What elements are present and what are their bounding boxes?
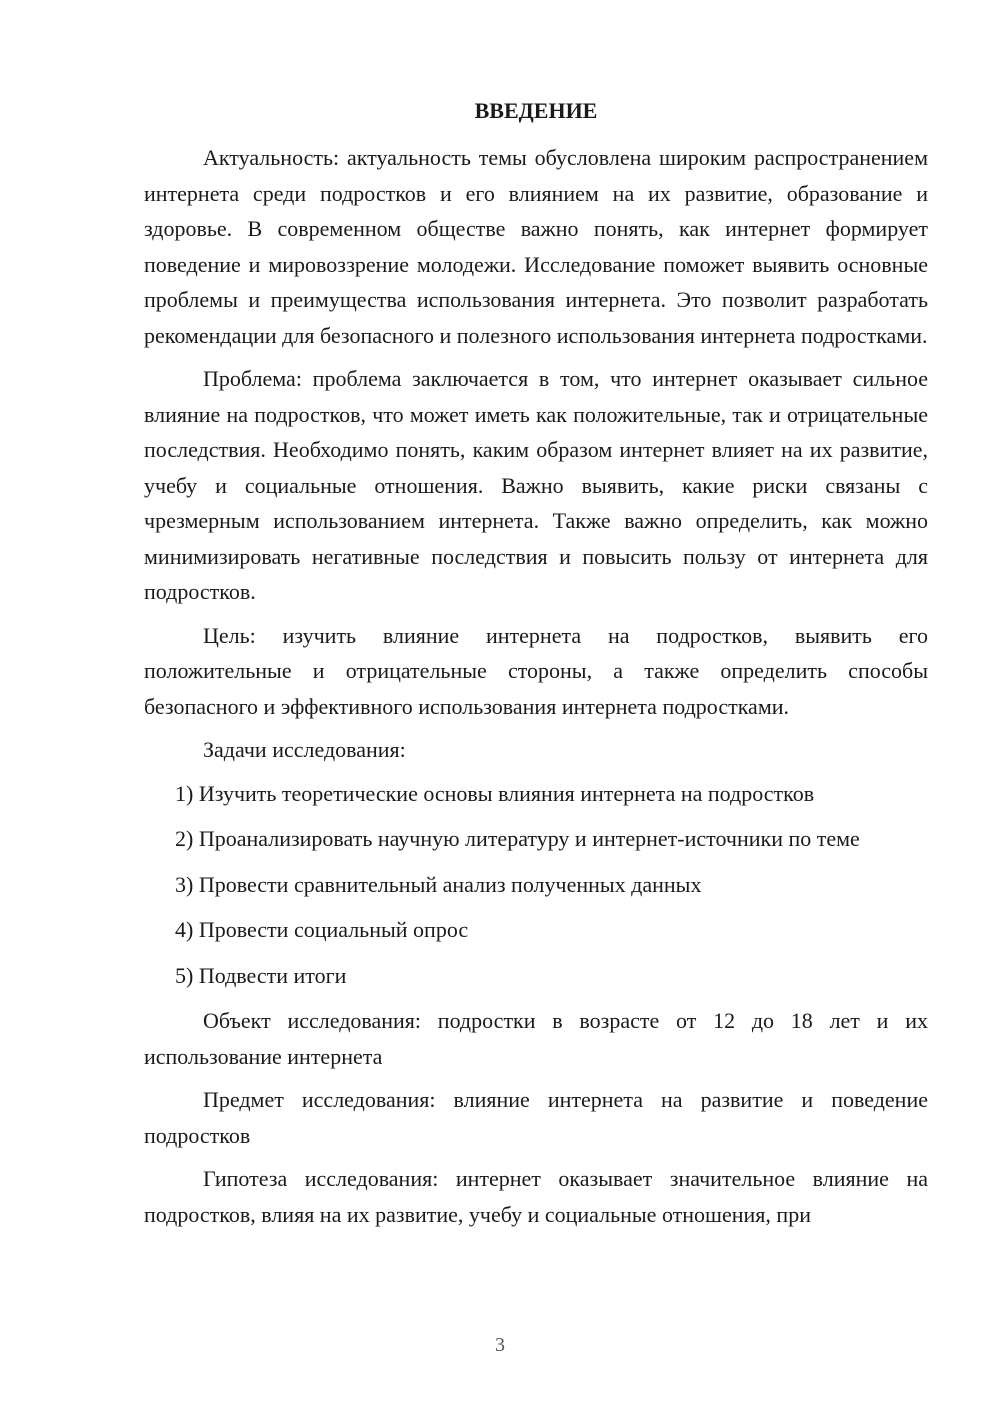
hypothesis-paragraph: Гипотеза исследования: интернет оказывает значительное влияние на подростков, влияя на их развитие, учебу и социальные отношения, при [144,1166,928,1227]
task-item: 4) Провести социальный опрос [175,917,469,942]
goal-paragraph: Цель: изучить влияние интернета на подростков, выявить его положительные и отрицательные стороны, а также определить способы безопасного и эффективного использования интернета подростками. [144,622,928,719]
problem-paragraph: Проблема: проблема заключается в том, что интернет оказывает сильное влияние на подростков, что может иметь как положительные, так и отрицательные последствия. Необходимо понять, каким образом интернет влияет на их развитие, учебу и социальные отношения. Важно выявить, какие риски связаны с чрезмерным использованием интернета. Также важно определить, как можно минимизировать негативные последствия и повысить пользу от интернета для подростков. [144,366,928,604]
task-item: 3) Провести сравнительный анализ полученных данных [175,871,702,897]
page-number: 3 [495,1334,505,1356]
object-paragraph: Объект исследования: подростки в возрасте от 12 до 18 лет и их использование интернета [144,1008,928,1069]
page-content [144,96,928,1240]
task-item: 5) Подвести итоги [175,962,347,988]
relevance-paragraph: Актуальность: актуальность темы обусловлена широким распространением интернета среди подростков и его влиянием на их развитие, образование и здоровье. В современном обществе важно понять, как интернет формирует поведение и мировоззрение молодежи. Исследование поможет выявить основные проблемы и преимущества использования интернета. Это позволит разработать рекомендации для безопасного и полезного использования интернета подростками. [144,145,928,348]
task-item: 2) Проанализировать научную литературу и интернет-источники по теме [175,826,860,851]
section-title: ВВЕДЕНИЕ [474,98,598,123]
subject-paragraph: Предмет исследования: влияние интернета на развитие и поведение подростков [144,1087,928,1148]
task-item: 1) Изучить теоретические основы влияния интернета на подростков [175,780,815,806]
tasks-heading: Задачи исследования: [203,737,406,762]
